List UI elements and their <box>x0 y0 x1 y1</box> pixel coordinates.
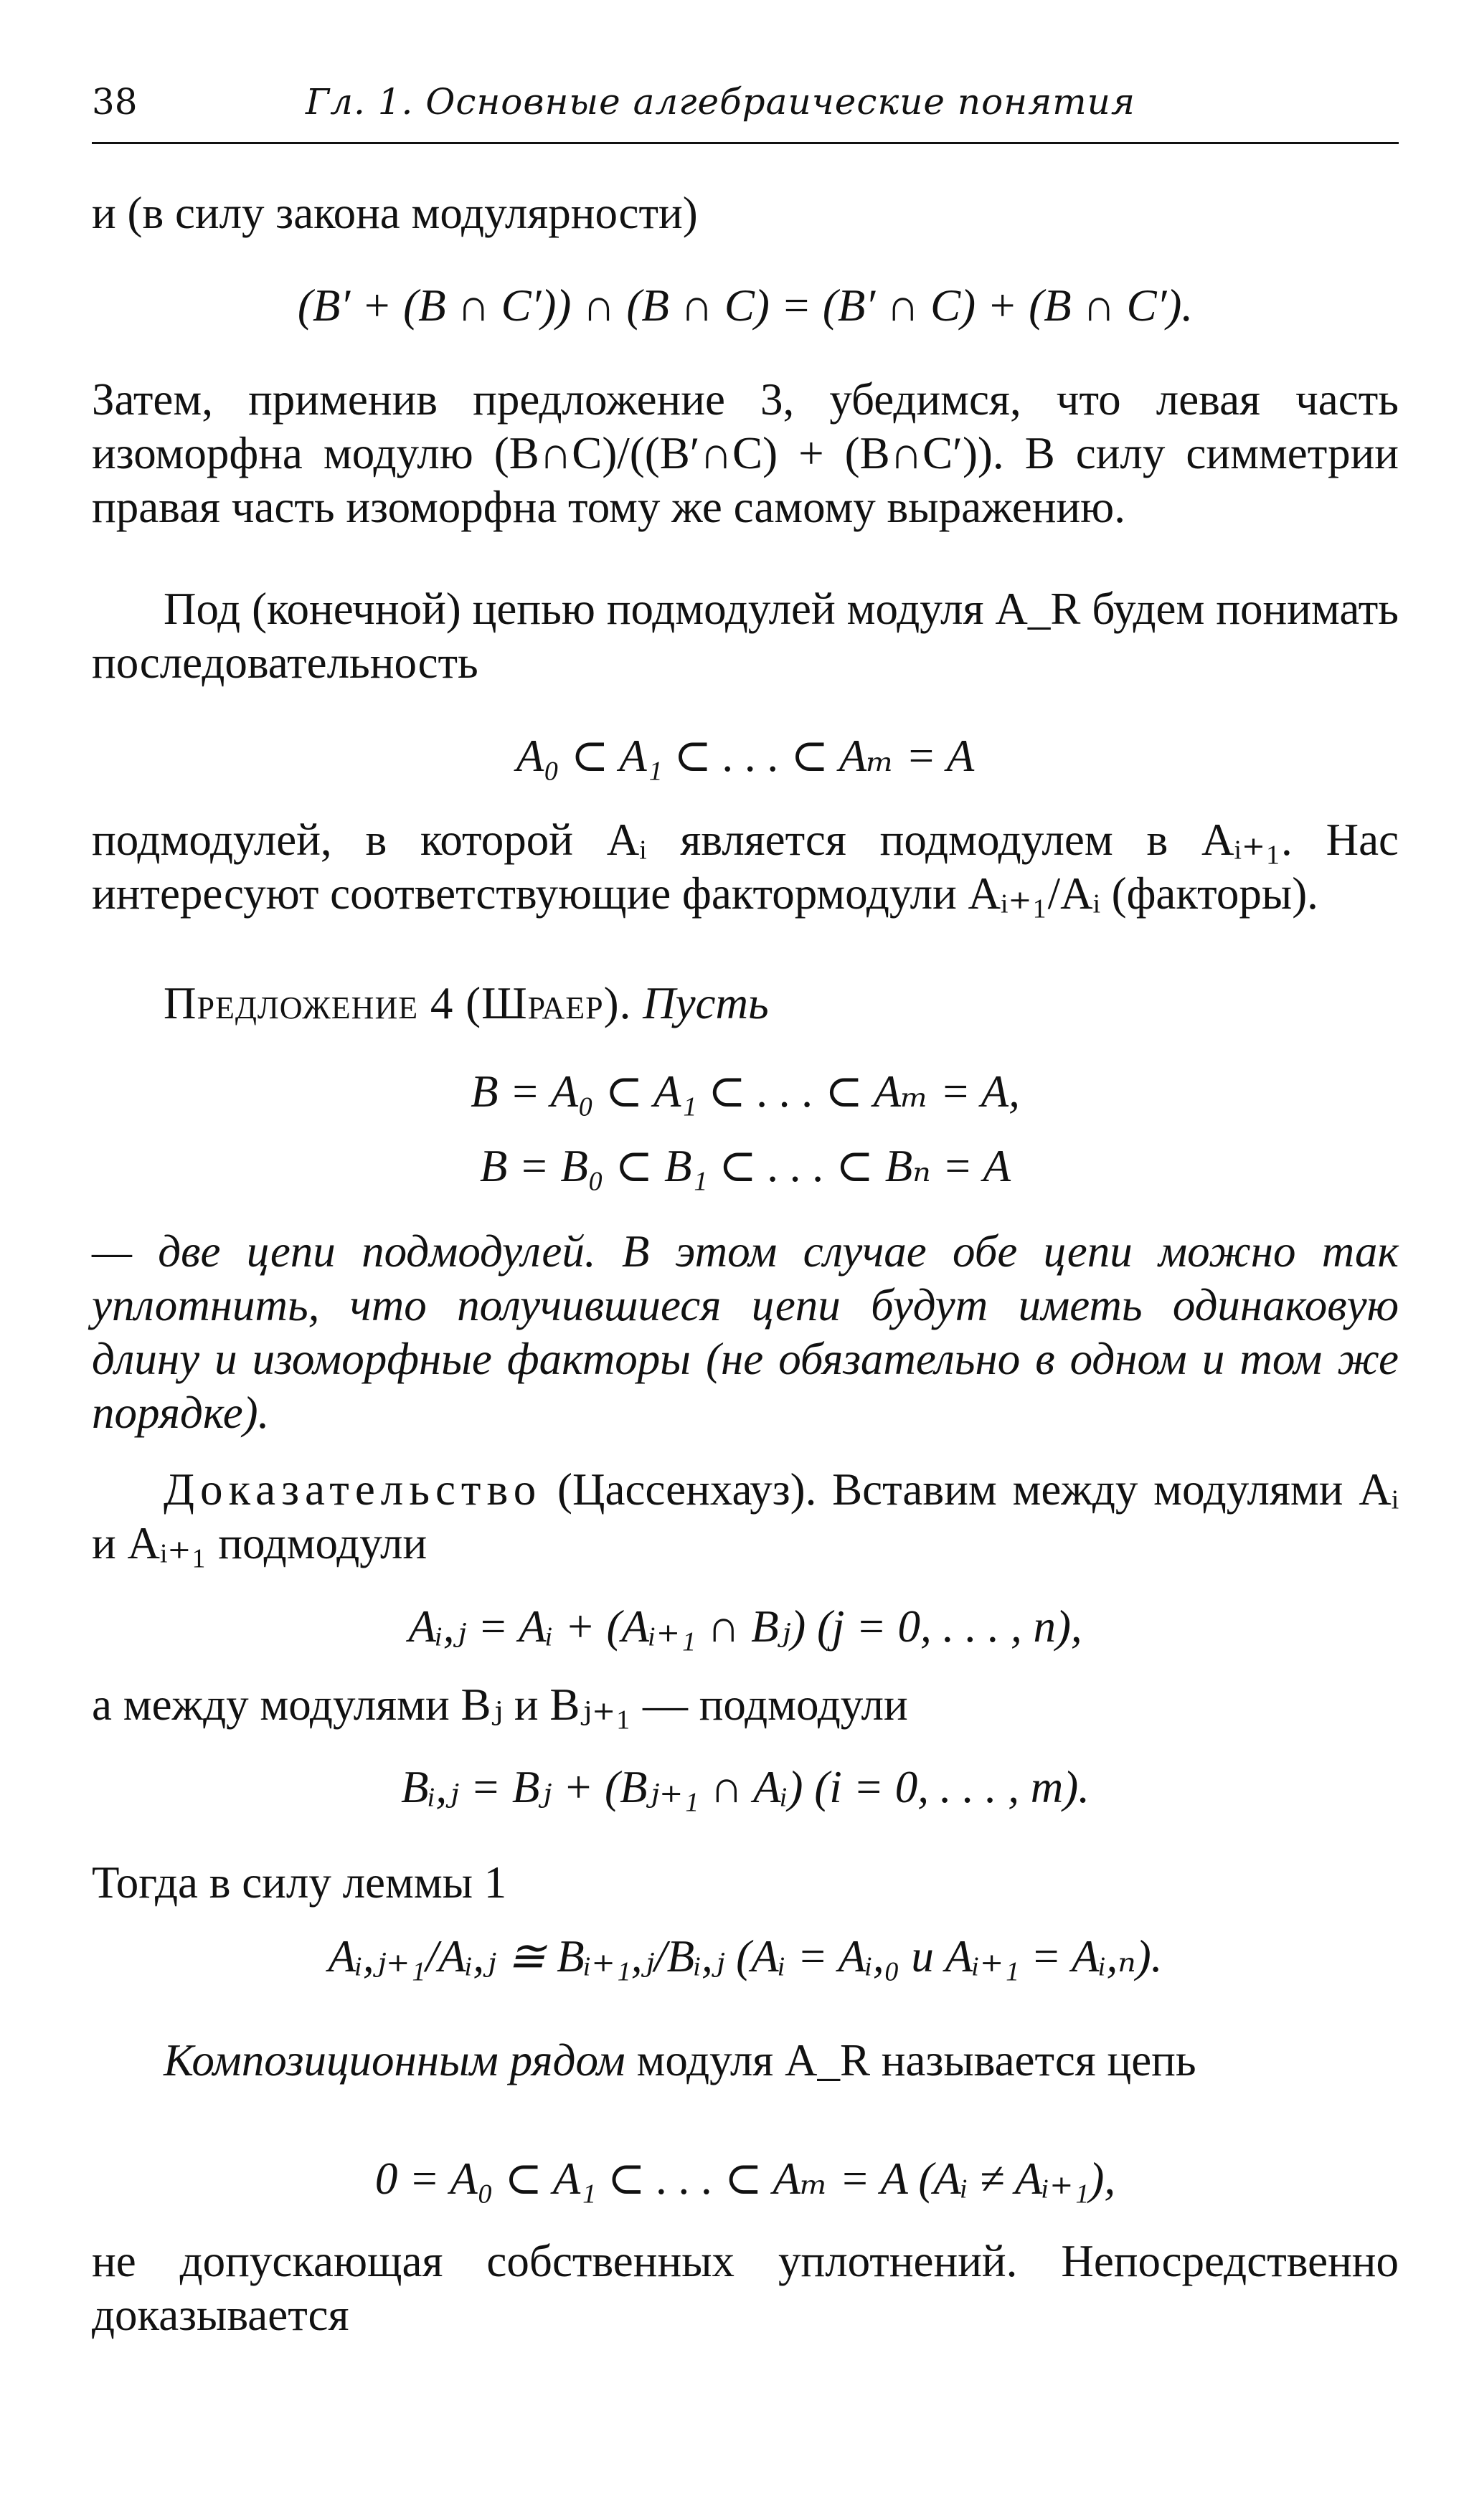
formula-modularity: (B′ + (B ∩ C′)) ∩ (B ∩ C) = (B′ ∩ C) + (B ∩ C′). <box>297 280 1194 331</box>
chain-definition-text: Под (конечной) цепью подмодулей модуля A_R будем понимать последовательность <box>92 584 1399 688</box>
proof-text: (Цассенхауз). Вставим между модулями Aᵢ и Aᵢ₊₁ подмодули <box>92 1464 1399 1568</box>
formula-b-submodules: Bᵢ,ⱼ = Bⱼ + (Bⱼ₊₁ ∩ Aᵢ) (i = 0, . . . , m). <box>400 1762 1090 1812</box>
composition-series-term: Композиционным рядом <box>164 2035 625 2085</box>
formula-first-chain: B = A₀ ⊂ A₁ ⊂ . . . ⊂ Aₘ = A, <box>471 1066 1020 1117</box>
composition-series-text: модуля A_R называется цепь <box>636 2035 1196 2085</box>
running-title: Гл. 1. Основные алгебраические понятия <box>306 81 1135 123</box>
formula-a-submodules: Aᵢ,ⱼ = Aᵢ + (Aᵢ₊₁ ∩ Bⱼ) (j = 0, . . . , n), <box>408 1601 1082 1652</box>
formula-lemma-isomorphism: Aᵢ,ⱼ₊₁/Aᵢ,ⱼ ≅ Bᵢ₊₁,ⱼ/Bᵢ,ⱼ (Aᵢ = Aᵢ,₀ и Aᵢ₊₁ = Aᵢ,ₙ). <box>328 1931 1163 1981</box>
paragraph-proposition-3: Затем, применив предложение 3, убедимся, что левая часть изоморфна модулю (B∩C)/((B′∩C) + (B∩C′)). В силу симметрии правая часть изоморфна тому же самому выражению. <box>92 374 1399 532</box>
proposition-lead: Пусть <box>643 978 769 1028</box>
paragraph-b-submodules: а между модулями Bⱼ и Bⱼ₊₁ — подмодули <box>92 1680 908 1730</box>
formula-second-chain: B = B₀ ⊂ B₁ ⊂ . . . ⊂ Bₙ = A <box>479 1141 1011 1191</box>
paragraph-modularity: и (в силу закона модулярности) <box>92 188 698 238</box>
proof-paragraph <box>92 1463 1399 1571</box>
proposition-heading <box>92 977 1399 1031</box>
proof-label: Доказательство <box>164 1464 542 1515</box>
proposition-statement: — две цепи подмодулей. В этом случае обе цепи можно так уплотнить, что получившиеся цепи будут иметь одинаковую длину и изоморфные факторы (не обязательно в одном и том же порядке). <box>92 1226 1399 1438</box>
page-header <box>92 80 1397 145</box>
page-number: 38 <box>92 81 138 123</box>
formula-composition-series: 0 = A₀ ⊂ A₁ ⊂ . . . ⊂ Aₘ = A (Aᵢ ≠ Aᵢ₊₁), <box>374 2154 1116 2204</box>
paragraph-lemma: Тогда в силу леммы 1 <box>92 1857 507 1908</box>
paragraph-composition-series <box>92 2034 1399 2088</box>
paragraph-refinements: не допускающая собственных уплотнений. Непосредственно доказывается <box>92 2236 1399 2340</box>
paragraph-submodules: подмодулей, в которой Aᵢ является подмодулем в Aᵢ₊₁. Нас интересуют соответствующие фактормодули Aᵢ₊₁/Aᵢ (факторы). <box>92 815 1399 919</box>
proposition-label: Предложение 4 (Шраер). <box>164 978 632 1028</box>
formula-chain: A₀ ⊂ A₁ ⊂ . . . ⊂ Aₘ = A <box>516 731 975 781</box>
header-rule <box>92 142 1399 144</box>
paragraph-chain-definition <box>92 582 1399 690</box>
